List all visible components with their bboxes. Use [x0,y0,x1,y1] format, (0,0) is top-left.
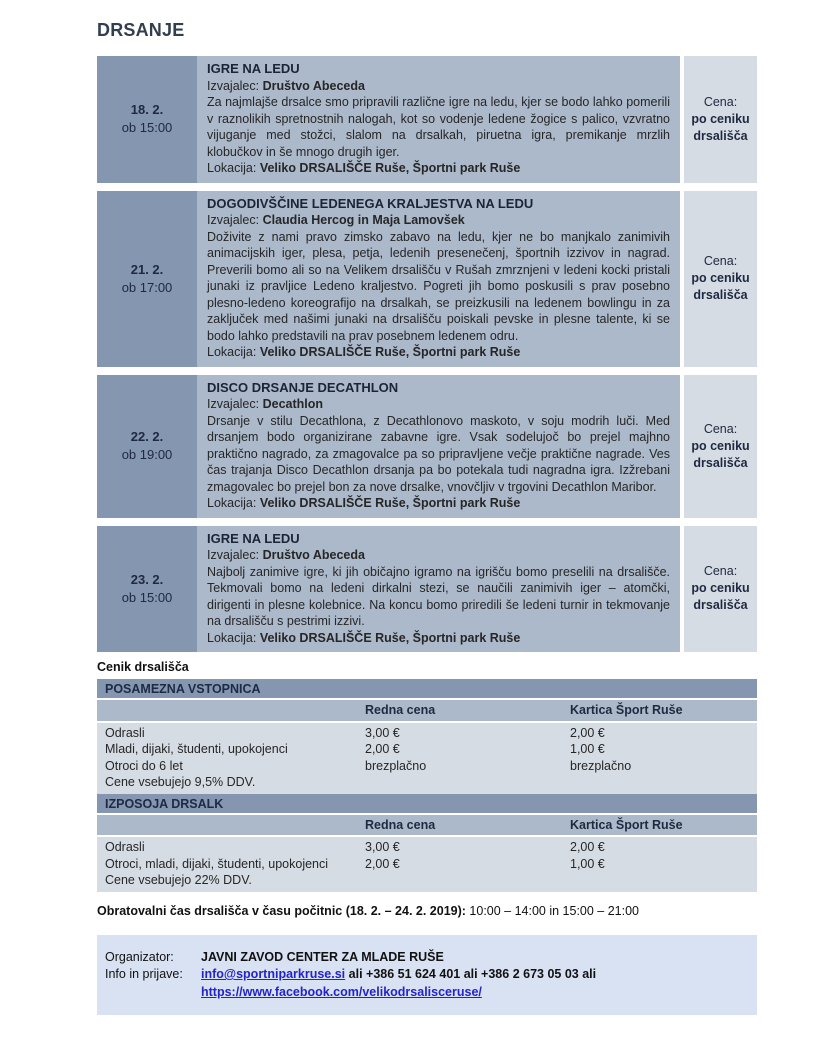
event-time: ob 15:00 [121,120,173,136]
event-title: IGRE NA LEDU [207,61,300,76]
event-block [97,191,757,367]
event-time: ob 15:00 [121,589,173,605]
row-price-regular: 3,00 € [365,725,400,740]
row-category: Otroci, mladi, dijaki, študenti, upokojenci [105,856,329,871]
event-date: 23. 2. [130,571,164,587]
column-header-empty [97,702,365,719]
event-price-cell [684,191,757,367]
price-label: Cena: [703,254,738,268]
event-performer-line [207,78,670,95]
table-section-header-vstopnica: POSAMEZNA VSTOPNICA [97,679,757,700]
price-label: Cena: [703,564,738,579]
event-description: Doživite z nami pravo zimsko zabavo na ledu, kjer ne bo manjkalo zanimivih animacijskih iger, plesa, petja, ledenih presenečenj, športnih izzivov in nagrad. Preverili bomo ali so na Velikem drsališču v Rušah zmrznjeni v ledeni kocki pristali junaki iz pravljice Ledeno kraljestvo. Pogreti jih bomo poskusili s prav posebno plesno-ledeno koreografijo na drsalkah, se preizkusili na ledenem bowlingu in za zaključek med našimi junaki na drsališču poiskali pevske in plesne talente, ki se bodo lahko predstavili na prav posebnem ledenem odru. [207,229,670,343]
row-category: Otroci do 6 let [105,758,183,773]
performer-label: Izvajalec: [207,78,260,93]
event-content [197,56,680,183]
event-performer-line [207,396,670,413]
facebook-link[interactable]: https://www.facebook.com/velikodrsalisceruse/ [201,984,482,999]
event-description: Najbolj zanimive igre, ki jih običajno igramo na igrišču bomo preselili na drsališče. Tekmovali bomo na ledeni dirkalni stezi, se naučili zanimivih iger – atomčki, dirigenti in plesne kolebnice. Na koncu bomo priredili še ledeni turnir in tekmovanje na drsališču s pestrimi izzivi. [207,564,670,628]
row-category: Odrasli [105,725,145,740]
table-note: Cene vsebujejo 9,5% DDV. [105,775,256,789]
event-date: 21. 2. [130,261,164,277]
location-name: Veliko DRSALIŠČE Ruše, Športni park Ruše [259,345,521,359]
event-performer-line [207,547,670,564]
location-name: Veliko DRSALIŠČE Ruše, Športni park Ruše [259,496,521,510]
location-label: Lokacija: [207,630,257,645]
location-name: Veliko DRSALIŠČE Ruše, Športni park Ruše [259,630,521,645]
row-price-regular: 2,00 € [365,856,400,871]
info-value [201,966,747,1001]
row-price-card: 2,00 € [570,840,605,854]
price-table [97,679,757,892]
document-page [97,20,757,1015]
info-label: Info in prijave: [105,967,183,981]
info-line-2 [201,984,747,1002]
event-title: IGRE NA LEDU [207,530,300,546]
event-title: DISCO DRSANJE DECATHLON [207,379,399,395]
row-category: Odrasli [105,840,145,854]
price-value-line2: drsališča [693,128,748,143]
table-body [97,837,757,892]
location-name: Veliko DRSALIŠČE Ruše, Športni park Ruše [259,161,521,175]
table-row [97,725,757,742]
column-header-redna-cena: Redna cena [365,703,436,717]
phone-text: ali +386 51 624 401 ali +386 2 673 05 03 ali [348,967,597,981]
event-price-cell [684,375,757,518]
location-label: Lokacija: [207,496,257,510]
opening-hours [97,904,757,918]
price-label: Cena: [703,421,738,436]
table-note-row [97,774,757,791]
page-title: DRSANJE [97,20,185,40]
price-value-line1: po ceniku [691,438,750,453]
performer-label: Izvajalec: [207,548,260,562]
table-note-row [97,872,757,889]
row-price-regular: brezplačno [365,758,427,773]
table-row [97,741,757,758]
price-label: Cena: [703,94,738,109]
table-row [97,758,757,775]
location-label: Lokacija: [207,345,257,359]
row-price-card: brezplačno [570,758,632,773]
event-performer-line [207,212,670,229]
price-value-line2: drsališča [693,455,748,470]
event-date: 22. 2. [130,429,164,444]
row-price-card: 1,00 € [570,742,605,756]
row-price-regular: 2,00 € [365,742,400,756]
table-row [97,856,757,873]
event-content [197,526,680,653]
organizer-name: JAVNI ZAVOD CENTER ZA MLADE RUŠE [201,949,444,964]
price-value-line2: drsališča [693,598,748,613]
event-date-cell [97,191,197,367]
performer-name: Decathlon [262,397,324,411]
performer-name: Claudia Hercog in Maja Lamovšek [262,213,465,227]
event-block [97,56,757,183]
performer-label: Izvajalec: [207,213,260,227]
price-value-line1: po ceniku [691,111,750,126]
event-block [97,526,757,653]
email-link[interactable]: info@sportniparkruse.si [201,967,346,981]
event-location-line [207,495,670,512]
organizer-label: Organizator: [105,949,174,964]
event-block [97,375,757,518]
event-price-cell [684,526,757,653]
event-date-cell [97,56,197,183]
row-price-card: 1,00 € [570,856,605,871]
row-price-regular: 3,00 € [365,840,400,854]
event-price-cell [684,56,757,183]
organizer-row [105,949,747,967]
contact-box [97,935,757,1016]
price-value-line2: drsališča [693,288,748,302]
opening-hours-label: Obratovalni čas drsališča v času počitnic (18. 2. – 24. 2. 2019): [97,903,466,918]
column-header-redna-cena: Redna cena [365,817,436,832]
performer-name: Društvo Abeceda [262,548,365,562]
event-date: 18. 2. [130,102,164,118]
event-location-line [207,160,670,177]
table-row [97,839,757,856]
event-location-line [207,630,670,647]
row-price-card: 2,00 € [570,725,605,740]
info-row [105,966,747,1001]
event-date-cell [97,375,197,518]
table-column-header-row [97,815,757,838]
event-time: ob 17:00 [121,279,173,295]
event-description: Drsanje v stilu Decathlona, z Decathlonovo maskoto, v soju modrih luči. Med drsanjem bodo organizirane zabavne igre. Vsak sodelujoč bo prejel majhno praktično nagrado, za zmagovalce pa so pripravljene večje praktične nagrade. Ves čas trajanja Disco Decathlon drsanja pa bo potekala tudi nagradna igra. Izžrebani zmagovalec bo prejel bon za nove drsalke, vnovčljiv v trgovini Decathlon Maribor. [207,413,670,494]
table-body [97,723,757,794]
location-label: Lokacija: [207,161,257,175]
event-time: ob 19:00 [121,447,173,462]
price-list-heading: Cenik drsališča [97,660,189,674]
event-content [197,191,680,367]
table-section-header-izposoja: IZPOSOJA DRSALK [97,794,757,815]
info-line-1 [201,966,747,984]
column-header-kartica: Kartica Šport Ruše [570,703,683,717]
column-header-empty [97,817,365,834]
performer-label: Izvajalec: [207,397,260,411]
table-note: Cene vsebujejo 22% DDV. [105,873,252,887]
event-date-cell [97,526,197,653]
event-description: Za najmlajše drsalce smo pripravili različne igre na ledu, kjer se bodo lahko pomerili v raznolikih spretnostnih nalogah, kot so vodenje ledene žogice s palico, vzvratno vijuganje med stožci, slalom na drsalkah, piruetna igra, premikanje mrzlih klobučkov in še mnogo drugih iger. [207,95,670,159]
performer-name: Društvo Abeceda [262,78,365,93]
event-title: DOGODIVŠČINE LEDENEGA KRALJESTVA NA LEDU [207,195,534,211]
event-content [197,375,680,518]
price-value-line1: po ceniku [691,581,750,596]
row-category: Mladi, dijaki, študenti, upokojenci [105,742,288,756]
table-column-header-row [97,700,757,723]
price-value-line1: po ceniku [691,271,750,285]
opening-hours-value: 10:00 – 14:00 in 15:00 – 21:00 [469,903,640,918]
column-header-kartica: Kartica Šport Ruše [570,817,683,832]
event-location-line [207,344,670,361]
